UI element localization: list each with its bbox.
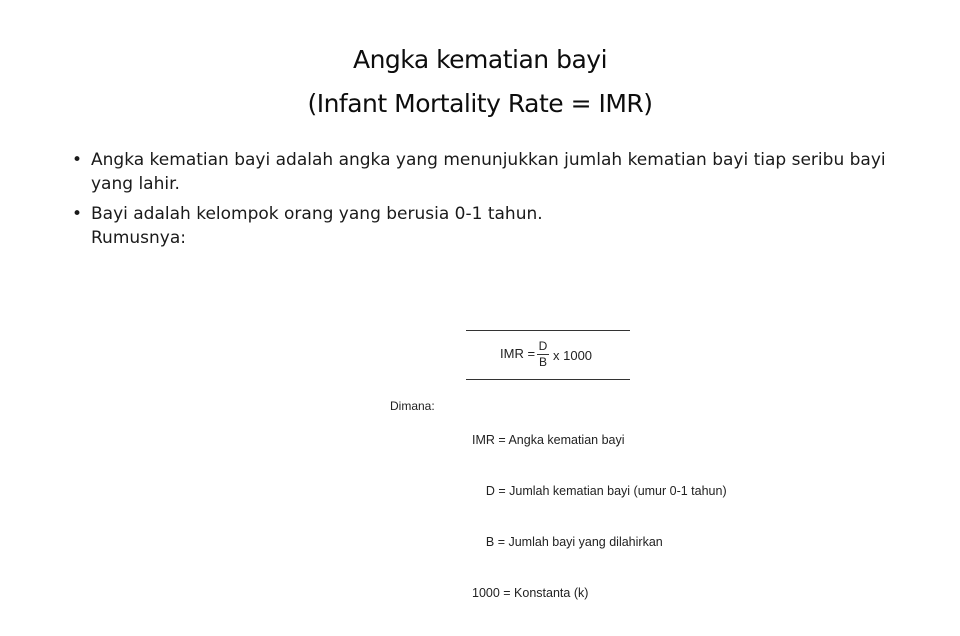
formula-top-rule [466, 330, 630, 331]
bullet-item [72, 148, 892, 196]
definition-item: D = Jumlah kematian bayi (umur 0-1 tahun) [472, 484, 727, 498]
definition-item: B = Jumlah bayi yang dilahirkan [472, 535, 663, 549]
slide-title [180, 38, 780, 126]
formula-fraction [537, 340, 549, 369]
bullet-subtext: Rumusnya: [91, 228, 186, 248]
bullet-list [72, 148, 892, 256]
bullet-text: Angka kematian bayi adalah angka yang menunjukkan jumlah kematian bayi tiap seribu bayi yang lahir. [91, 150, 886, 194]
formula-multiplier: x 1000 [553, 348, 593, 363]
formula-bottom-rule [466, 379, 630, 380]
bullet-marker: • [72, 150, 83, 170]
bullet-marker: • [72, 204, 83, 224]
definition-list [472, 398, 727, 636]
title-line-2: (Infant Mortality Rate = IMR) [307, 89, 653, 118]
definition-item: 1000 = Konstanta (k) [472, 586, 589, 600]
bullet-item [72, 202, 892, 250]
bullet-text: Bayi adalah kelompok orang yang berusia 0-1 tahun. [91, 204, 543, 224]
formula-numerator: D [538, 339, 548, 353]
definition-item: IMR = Angka kematian bayi [472, 433, 625, 447]
formula-image [380, 322, 727, 600]
formula-denominator: B [538, 355, 547, 369]
title-line-1: Angka kematian bayi [352, 45, 608, 74]
where-label: Dimana: [390, 399, 435, 413]
formula-lhs: IMR = [500, 346, 536, 361]
